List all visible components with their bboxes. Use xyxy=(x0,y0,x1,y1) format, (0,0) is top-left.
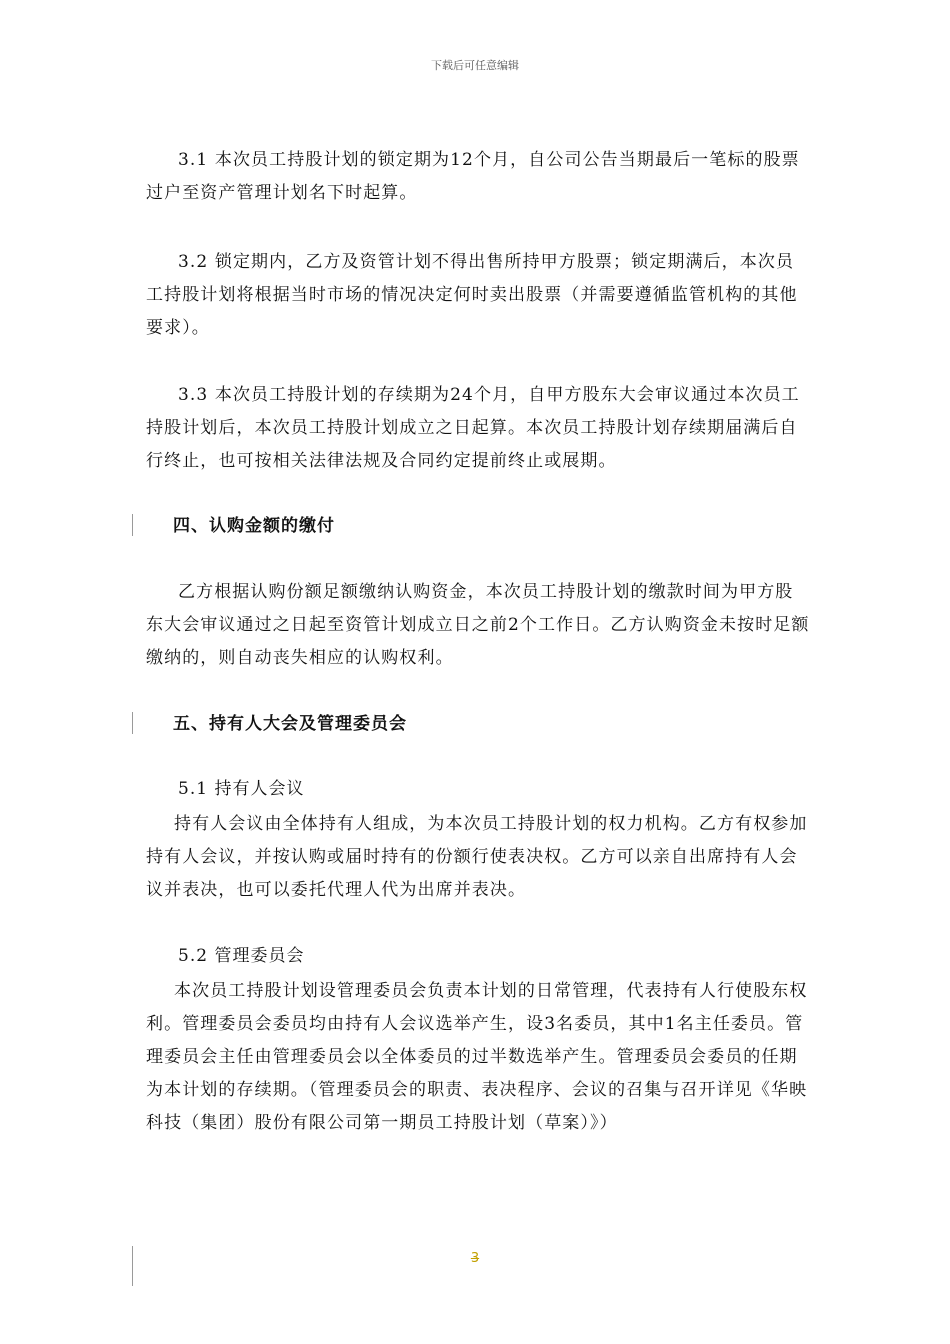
page-number-text: 3 xyxy=(470,1251,480,1266)
section-heading-5: 五、持有人大会及管理委员会 xyxy=(173,714,407,734)
subheading-5-1: 5.1 持有人会议 xyxy=(178,779,305,799)
margin-change-bar xyxy=(132,712,133,734)
section-heading-4: 四、认购金额的缴付 xyxy=(173,516,335,536)
subheading-5-2: 5.2 管理委员会 xyxy=(178,946,305,966)
paragraph-3-2: 3.2 锁定期内，乙方及资管计划不得出售所持甲方股票；锁定期满后，本次员工持股计划将根据当时市场的情况决定何时卖出股票（并需要遵循监管机构的其他要求）。 xyxy=(146,252,798,338)
paragraph-3-1: 3.1 本次员工持股计划的锁定期为12个月，自公司公告当期最后一笔标的股票过户至资产管理计划名下时起算。 xyxy=(146,150,800,203)
margin-change-bar xyxy=(132,514,133,536)
paragraph-4: 乙方根据认购份额足额缴纳认购资金，本次员工持股计划的缴款时间为甲方股东大会审议通过之日起至资管计划成立日之前2个工作日。乙方认购资金未按时足额缴纳的，则自动丧失相应的认购权利。 xyxy=(146,582,810,668)
paragraph-3-3: 3.3 本次员工持股计划的存续期为24个月，自甲方股东大会审议通过本次员工持股计划后，本次员工持股计划成立之日起算。本次员工持股计划存续期届满后自行终止，也可按相关法律法规及合同约定提前终止或展期。 xyxy=(146,385,800,471)
paragraph-5-1: 持有人会议由全体持有人组成，为本次员工持股计划的权力机构。乙方有权参加持有人会议，并按认购或届时持有的份额行使表决权。乙方可以亲自出席持有人会议并表决，也可以委托代理人代为出席并表决。 xyxy=(146,814,808,900)
page-number xyxy=(0,1251,950,1266)
paragraph-5-2: 本次员工持股计划设管理委员会负责本计划的日常管理，代表持有人行使股东权利。管理委员会委员均由持有人会议选举产生，设3名委员，其中1名主任委员。管理委员会主任由管理委员会以全体委员的过半数选举产生。管理委员会委员的任期为本计划的存续期。（管理委员会的职责、表决程序、会议的召集与召开详见《华映科技（集团）股份有限公司第一期员工持股计划（草案）》） xyxy=(146,981,808,1133)
page-header: 下载后可任意编辑 xyxy=(431,59,519,72)
